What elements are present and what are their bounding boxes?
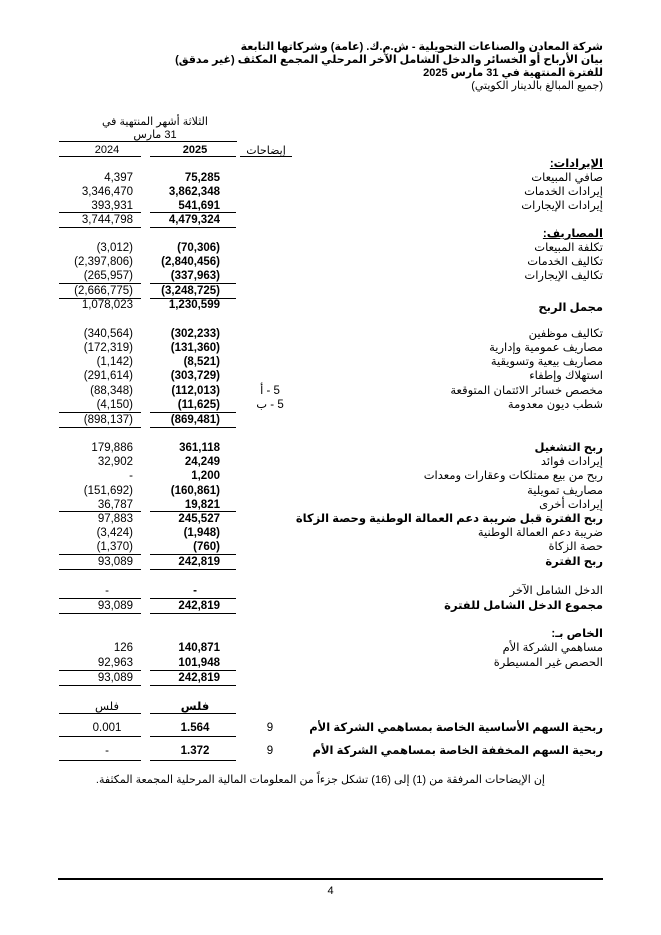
value-2024: 93,089 [97, 672, 133, 684]
value-2025: 24,249 [184, 456, 220, 468]
page-number: 4 [327, 885, 334, 897]
row-label: مصاريف بيعية وتسويقية [490, 356, 603, 368]
row-label: شطب ديون معدومة [507, 399, 603, 411]
statement-row [0, 199, 661, 213]
row-label: ضريبة دعم العمالة الوطنية [477, 527, 603, 539]
value-2025: 1.564 [180, 722, 210, 734]
value-2025: (303,729) [170, 370, 220, 382]
statement-row [0, 656, 661, 670]
row-label: إيرادات الإيجارات [521, 200, 603, 212]
statement-row [0, 284, 661, 298]
value-2025: 541,691 [178, 200, 220, 212]
total-rule [150, 569, 236, 570]
value-2024: (2,397,806) [74, 256, 133, 268]
statement-row [0, 540, 661, 554]
row-label: تكاليف الإيجارات [524, 270, 603, 282]
value-2024: 393,931 [91, 200, 133, 212]
value-2025: 101,948 [178, 657, 220, 669]
column-notes: إيضاحات [246, 145, 286, 157]
statement-row [0, 269, 661, 283]
statement-row [0, 744, 661, 758]
statement-row [0, 671, 661, 685]
column-2024: 2024 [94, 144, 120, 156]
statement-row [0, 526, 661, 540]
value-2025: (760) [193, 541, 220, 553]
statement-row [0, 241, 661, 255]
row-label: إيرادات أخرى [539, 499, 603, 511]
value-2024: (1,142) [96, 356, 133, 368]
value-2025: 245,527 [178, 513, 220, 525]
value-2024: (88,348) [90, 385, 133, 397]
subtotal-rule [59, 427, 141, 428]
statement-row [0, 341, 661, 355]
statement-row [0, 255, 661, 269]
statement-row [0, 455, 661, 469]
note-ref: 5 - أ [260, 385, 280, 397]
value-2024: 1,078,023 [81, 299, 133, 311]
value-2025: (302,233) [170, 328, 220, 340]
value-2025: (160,861) [170, 485, 220, 497]
value-2025: 1,230,599 [168, 299, 220, 311]
statement-row [0, 700, 661, 714]
value-2024: 93,089 [97, 600, 133, 612]
statement-row [0, 627, 661, 641]
value-2025: 4,479,324 [168, 214, 220, 226]
row-label: تكاليف الخدمات [527, 256, 603, 268]
row-label: الحصص غير المسيطرة [493, 657, 603, 669]
statement-row [0, 555, 661, 569]
statement-row [0, 413, 661, 427]
value-2025: (8,521) [183, 356, 220, 368]
row-label: الخاص بـ: [551, 628, 603, 640]
statement-period: للفترة المنتهية في 31 مارس 2025 [423, 67, 603, 79]
statement-row [0, 441, 661, 455]
value-2024: 3,744,798 [81, 214, 133, 226]
statement-row [0, 157, 661, 171]
total-rule [150, 736, 236, 737]
value-2025: (131,360) [170, 342, 220, 354]
row-label: مصاريف عمومية وإدارية [489, 342, 603, 354]
row-label: حصة الزكاة [548, 541, 603, 553]
total-rule [59, 685, 141, 686]
total-rule [59, 760, 141, 761]
statement-row [0, 369, 661, 383]
value-2024: 3,346,470 [81, 186, 133, 198]
value-2025: - [193, 585, 197, 597]
value-2025: 361,118 [179, 442, 220, 454]
value-2025: (70,306) [177, 242, 220, 254]
statement-row [0, 384, 661, 398]
period-heading-line1: الثلاثة أشهر المنتهية في [102, 116, 208, 128]
row-label: إيرادات الخدمات [524, 186, 603, 198]
statement-row [0, 599, 661, 613]
value-2024: 93,089 [97, 556, 133, 568]
value-2025: 3,862,348 [168, 186, 220, 198]
row-label: ربح الفترة [545, 556, 603, 568]
value-2024: 4,397 [104, 172, 133, 184]
value-2024: 36,787 [97, 499, 133, 511]
total-rule [150, 685, 236, 686]
company-name: شركة المعادن والصناعات التحويلية - ش.م.ك. (عامة) وشركاتها التابعة [240, 41, 603, 53]
row-label: ربح من بيع ممتلكات وعقارات ومعدات [423, 470, 603, 482]
row-label: مجموع الدخل الشامل للفترة [444, 600, 603, 612]
row-label: ربحية السهم المخففة الخاصة بمساهمي الشركة الأم [312, 745, 603, 757]
value-2025: 1.372 [180, 745, 210, 757]
value-2024: (340,564) [83, 328, 133, 340]
value-2025: 242,819 [178, 672, 220, 684]
value-2025: 140,871 [178, 642, 220, 654]
value-2024: - [129, 470, 133, 482]
row-label: مساهمي الشركة الأم [502, 642, 603, 654]
row-label: ربح التشغيل [534, 442, 603, 454]
statement-row [0, 398, 661, 412]
value-2024: (2,666,775) [74, 285, 133, 297]
value-2025: (1,948) [183, 527, 220, 539]
value-2025: 75,285 [184, 172, 220, 184]
value-2025: (112,013) [171, 385, 220, 397]
value-2024: - [105, 745, 109, 757]
value-2025: (2,840,456) [161, 256, 220, 268]
row-label: الدخل الشامل الآخر [509, 585, 603, 597]
row-label: مصاريف تمويلية [527, 485, 603, 497]
value-2024: (3,424) [96, 527, 133, 539]
value-2025: 242,819 [178, 600, 220, 612]
period-heading-rule [59, 141, 237, 142]
value-2025: (3,248,725) [161, 285, 220, 297]
currency-note: (جميع المبالغ بالدينار الكويتي) [471, 80, 603, 92]
value-2024: (172,319) [83, 342, 133, 354]
row-label: المصاريف: [542, 228, 603, 240]
value-2024: - [105, 585, 109, 597]
value-2024: 126 [113, 642, 133, 654]
value-2024: 97,883 [97, 513, 133, 525]
row-label: إيرادات فوائد [540, 456, 603, 468]
value-2025: 1,200 [191, 470, 220, 482]
value-2024: 0.001 [92, 722, 122, 734]
statement-row [0, 185, 661, 199]
subtotal-rule [150, 427, 236, 428]
row-label: ربح الفترة قبل ضريبة دعم العمالة الوطنية وحصة الزكاة [295, 513, 603, 525]
statement-row [0, 227, 661, 241]
note-ref: 9 [266, 745, 274, 757]
column-2025: 2025 [182, 144, 208, 156]
row-label: صافي المبيعات [531, 172, 603, 184]
statement-row [0, 469, 661, 483]
value-2025: (869,481) [170, 414, 220, 426]
unit-2024: فلس [95, 701, 119, 713]
value-2024: (4,150) [96, 399, 133, 411]
unit-rule [150, 713, 236, 714]
row-label: مخصص خسائر الائتمان المتوقعة [450, 385, 603, 397]
statement-row [0, 484, 661, 498]
value-2024: (151,692) [83, 485, 133, 497]
value-2024: (898,137) [83, 414, 133, 426]
value-2024: (265,957) [83, 270, 133, 282]
value-2025: 19,821 [184, 499, 220, 511]
statement-row [0, 512, 661, 526]
period-heading-line2: 31 مارس [133, 129, 177, 141]
row-label: مجمل الربح [538, 302, 603, 314]
value-2024: 92,963 [97, 657, 133, 669]
value-2024: (291,614) [83, 370, 133, 382]
statement-row [0, 355, 661, 369]
total-rule [59, 569, 141, 570]
statement-row [0, 171, 661, 185]
statement-row [0, 213, 661, 227]
statement-row [0, 641, 661, 655]
total-rule [150, 613, 236, 614]
row-label: تكاليف موظفين [528, 328, 603, 340]
footer-rule [58, 878, 603, 880]
value-2025: (337,963) [170, 270, 220, 282]
footnote: إن الإيضاحات المرفقة من (1) إلى (16) تشكل جزءاً من المعلومات المالية المرحلية المجمعة المكثفة. [95, 774, 545, 786]
value-2025: 242,819 [178, 556, 220, 568]
row-label: تكلفة المبيعات [534, 242, 603, 254]
value-2024: 32,902 [97, 456, 133, 468]
total-rule [59, 736, 141, 737]
statement-row [0, 301, 661, 315]
statement-title: بيان الأرباح أو الخسائر والدخل الشامل الآخر المرحلي المجمع المكثف (غير مدقق) [175, 54, 603, 66]
statement-row [0, 584, 661, 598]
row-label: ربحية السهم الأساسية الخاصة بمساهمي الشركة الأم [309, 722, 603, 734]
statement-row [0, 721, 661, 735]
unit-rule [59, 713, 141, 714]
row-label: استهلاك وإطفاء [529, 370, 603, 382]
value-2024: (1,370) [96, 541, 133, 553]
unit-2025: فلس [180, 701, 210, 713]
note-ref: 5 - ب [256, 399, 284, 411]
statement-row [0, 327, 661, 341]
total-rule [59, 613, 141, 614]
statement-row [0, 498, 661, 512]
row-label: الإيرادات: [549, 158, 603, 170]
value-2025: (11,625) [177, 399, 220, 411]
note-ref: 9 [266, 722, 274, 734]
value-2024: (3,012) [96, 242, 133, 254]
total-rule [150, 760, 236, 761]
value-2024: 179,886 [91, 442, 133, 454]
